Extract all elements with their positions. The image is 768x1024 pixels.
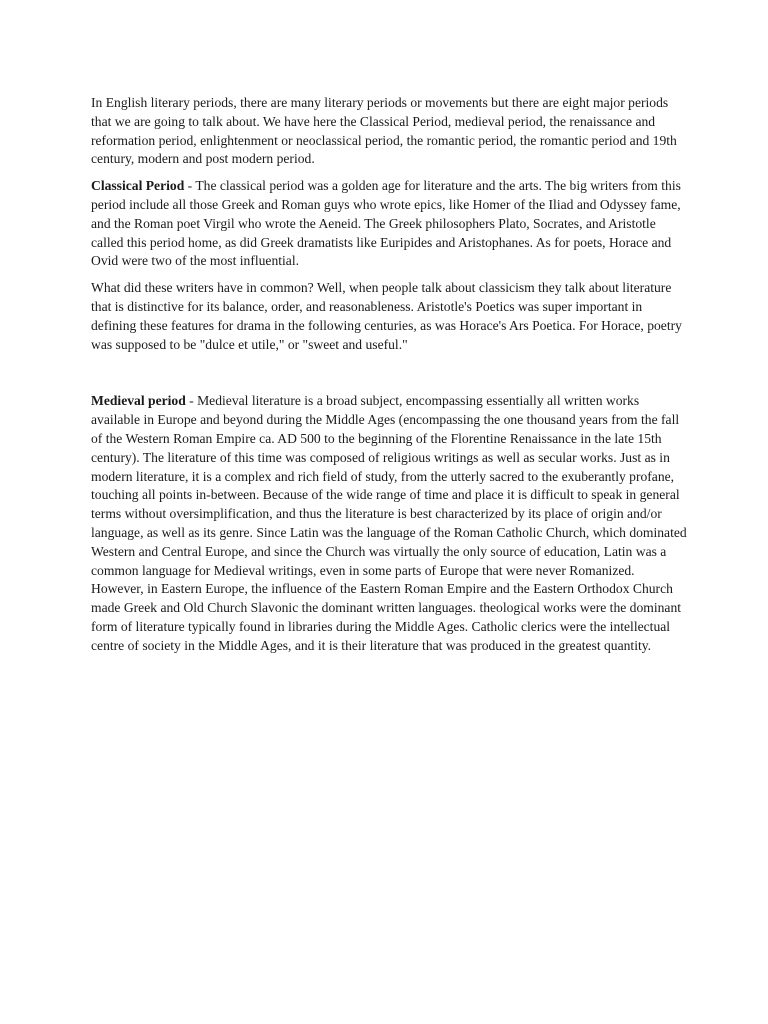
medieval-text: - Medieval literature is a broad subject, encompassing essentially all written works available in Europe and beyond during the Middle Ages (encompassing the one thousand years from the fall of the Western Roman Empire ca. AD 500 to the beginning of the Florentine Renaissance in the late 15th century). The literature of this time was composed of religious writings as well as secular works. Just as in modern literature, it is a complex and rich field of study, from the utterly sacred to the exuberantly profane, touching all points in-between. Because of the wide range of time and place it is difficult to speak in general terms without oversimplification, and thus the literature is best characterized by its place of origin and/or language, as well as its genre. Since Latin was the language of the Roman Catholic Church, which dominated Western and Central Europe, and since the Church was virtually the only source of education, Latin was a common language for Medieval writings, even in some parts of Europe that were never Romanized. However, in Eastern Europe, the influence of the Eastern Roman Empire and the Eastern Orthodox Church made Greek and Old Church Slavonic the dominant written languages. theological works were the dominant form of literature typically found in libraries during the Middle Ages. Catholic clerics were the intellectual centre of society in the Middle Ages, and it is their literature that was produced in the greatest quantity. — [91, 393, 687, 653]
classical-followup-text: What did these writers have in common? Well, when people talk about classicism they talk about literature that is distinctive for its balance, order, and reasonableness. Aristotle's Poetics was super important in defining these features for drama in the following centuries, as was Horace's Ars Poetica. For Horace, poetry was supposed to be "dulce et utile," or "sweet and useful." — [91, 280, 682, 352]
classical-text: - The classical period was a golden age for literature and the arts. The big writers from this period include all those Greek and Roman guys who wrote epics, like Homer of the Iliad and Odyssey fame, and the Roman poet Virgil who wrote the Aeneid. The Greek philosophers Plato, Socrates, and Aristotle called this period home, as did Greek dramatists like Euripides and Aristophanes. As for poets, Horace and Ovid were two of the most influential. — [91, 178, 681, 269]
document-page — [91, 94, 687, 664]
classical-followup-paragraph — [91, 279, 687, 354]
classical-heading: Classical Period — [91, 178, 185, 194]
medieval-paragraph — [91, 392, 687, 655]
classical-paragraph — [91, 177, 687, 271]
intro-paragraph — [91, 94, 687, 169]
medieval-heading: Medieval period — [91, 393, 186, 409]
intro-text: In English literary periods, there are many literary periods or movements but there are eight major periods that we are going to talk about. We have here the Classical Period, medieval period, the renaissance and reformation period, enlightenment or neoclassical period, the romantic period, the romantic period and 19th century, modern and post modern period. — [91, 95, 677, 167]
